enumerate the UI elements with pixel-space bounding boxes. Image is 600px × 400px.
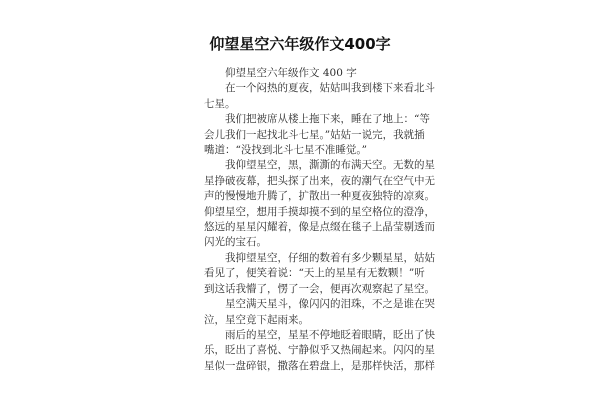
article-subtitle — [204, 66, 400, 81]
paragraph-line: 看见了，便笑着说：“天上的星星有无数颗！”听 — [204, 267, 425, 280]
paragraph-line: 泣，星空竟下起雨来。 — [204, 313, 309, 326]
paragraph-line: 会儿我们一起找北斗七星。”姑姑一说完，我就插 — [204, 128, 425, 141]
article-body — [204, 66, 435, 374]
paragraph-6 — [204, 328, 435, 374]
page-title: 仰望星空六年级作文400字 — [209, 35, 391, 53]
paragraph-line: 嘴道：“没找到北斗七星不准睡觉。” — [204, 144, 367, 157]
paragraph-4 — [204, 251, 435, 297]
paragraph-line: 闪光的宝石。 — [204, 236, 267, 249]
paragraph-line: 七星。 — [204, 97, 236, 110]
paragraph-line: 声的慢慢地升腾了，扩散出一种夏夜独特的凉爽。 — [204, 190, 435, 203]
paragraph-line: 我仰望星空，黑，澌澌的布满天空。无数的星 — [225, 159, 435, 172]
paragraph-1 — [204, 81, 435, 112]
paragraph-line: 雨后的星空，星星不停地眨着眼睛，眨出了快 — [225, 328, 435, 341]
paragraph-line: 仰望星空，想用手摸却摸不到的星空格位的澄净， — [204, 205, 435, 218]
paragraph-3 — [204, 158, 435, 250]
paragraph-line: 我抑望星空，仔细的数着有多少颗星星，姑姑 — [225, 251, 435, 264]
paragraph-line: 到这话我懵了，愣了一会，便再次观察起了星空。 — [204, 282, 435, 295]
paragraph-5 — [204, 297, 435, 328]
paragraph-line: 星挣破夜幕，把头探了出来，夜的潮气在空气中无 — [204, 174, 435, 187]
subtitle-line: 仰望星空六年级作文 400 字 — [225, 67, 357, 79]
paragraph-line: 在一个闷热的夏夜，姑姑叫我到楼下来看北斗 — [225, 82, 435, 95]
paragraph-line: 星空满天星斗，像闪闪的泪珠，不之是谁在哭 — [225, 298, 435, 311]
paragraph-2 — [204, 112, 430, 158]
paragraph-line: 星似一盘碎银，撒落在碧盘上，是那样快活，那样 — [204, 359, 435, 372]
paragraph-line: 我们把被席从楼上拖下来，睡在了地上：“等 — [225, 113, 430, 126]
paragraph-line: 乐，眨出了喜悦、宁静似乎又热闹起来。闪闪的星 — [204, 344, 435, 357]
paragraph-line: 悠远的星星闪耀着，像是点缀在毯子上晶莹剔透而 — [204, 221, 435, 234]
